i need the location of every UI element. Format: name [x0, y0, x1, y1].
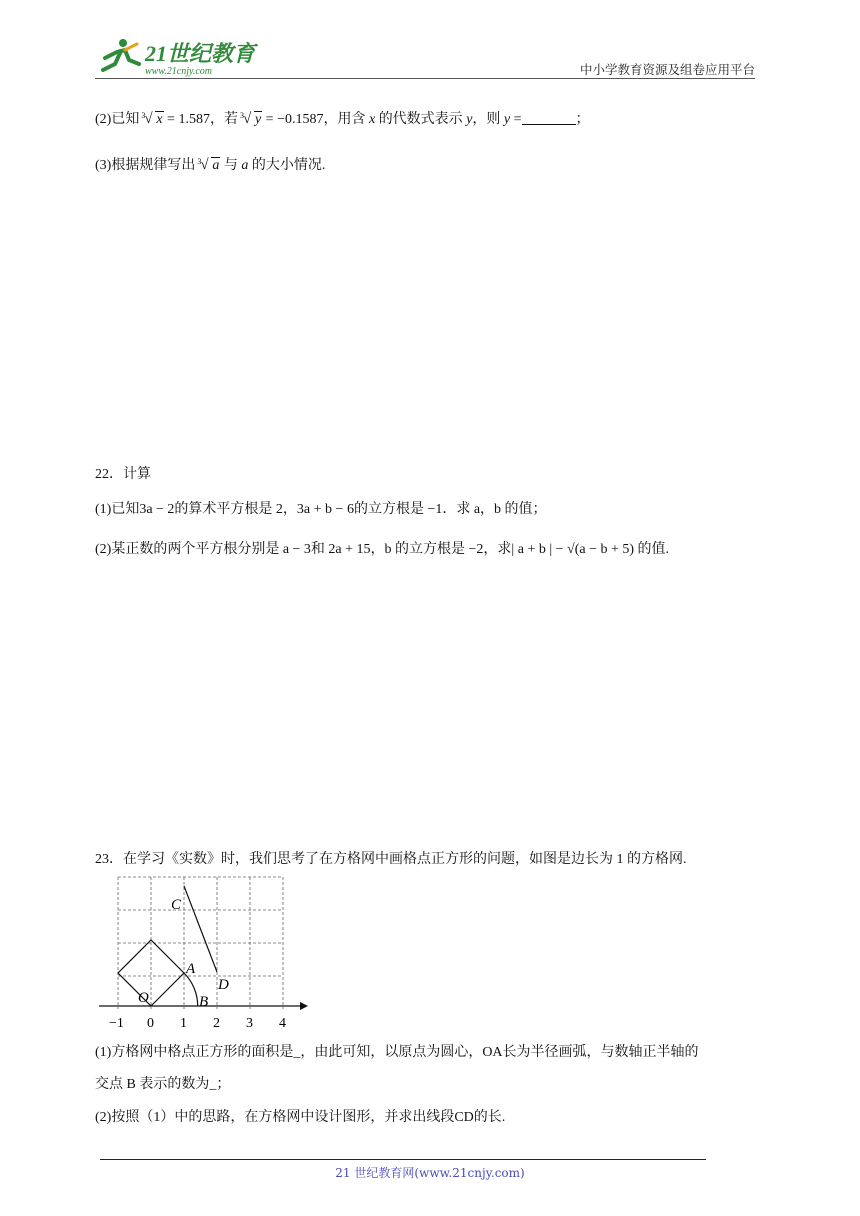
logo-url: www.21cnjy.com [145, 66, 213, 77]
label-b: B [199, 994, 209, 1010]
tick-label: −1 [109, 1016, 124, 1031]
logo-text: 21世纪教育 [145, 41, 256, 66]
q22-part1: (1)已知3a − 2的算术平方根是 2，3a + b − 6的立方根是 −1．求 a，b 的值； [95, 502, 547, 517]
header-platform-text: 中小学教育资源及组卷应用平台 [579, 62, 755, 77]
footer-rule [100, 1159, 706, 1160]
label-a: A [186, 961, 196, 977]
q22-part2: (2)某正数的两个平方根分别是 a − 3和 2a + 15，b 的立方根是 −2，求| a + b | − √(a − b + 5) 的值. [95, 542, 670, 557]
arc-oa [184, 973, 198, 1006]
q21-part3: (3)根据规律写出 3 √ a 与 a 的大小情况. [95, 157, 326, 173]
footer-link[interactable]: 21 世纪教育网(www.21cnjy.com) [335, 1166, 525, 1180]
tick-label: 1 [180, 1016, 187, 1031]
label-c: C [171, 897, 182, 913]
q23-part2: (2)按照（1）中的思路，在方格网中设计图形，并求出线段CD的长. [95, 1110, 506, 1125]
q23-intro: 23．在学习《实数》时，我们思考了在方格网中画格点正方形的问题，如图是边长为 1 的方格网. [95, 852, 687, 867]
segment-cd [184, 886, 217, 972]
q22-title: 22．计算 [95, 467, 151, 482]
q23-part1-line1: (1)方格网中格点正方形的面积是_，由此可知，以原点为圆心，OA长为半径画弧，与数轴正半轴的 [95, 1045, 699, 1060]
q23-part1-line2: 交点 B 表示的数为_； [95, 1077, 231, 1092]
answer-blank [522, 110, 576, 125]
tick-label: 3 [246, 1016, 253, 1031]
label-o: O [138, 990, 149, 1006]
tick-label: 0 [147, 1016, 154, 1031]
axis-arrow-icon [300, 1002, 308, 1010]
tick-label: 4 [279, 1016, 286, 1031]
grid-figure [95, 872, 315, 1032]
label-d: D [218, 977, 229, 993]
tick-label: 2 [213, 1016, 220, 1031]
q21-part2: (2)已知 3 √ x = 1.587，若 3 √ y = −0.1587，用含 x 的代数式表示 y，则 y = ； [95, 111, 590, 127]
runner-icon [103, 39, 139, 70]
header-rule [95, 78, 755, 79]
site-logo [95, 34, 265, 80]
